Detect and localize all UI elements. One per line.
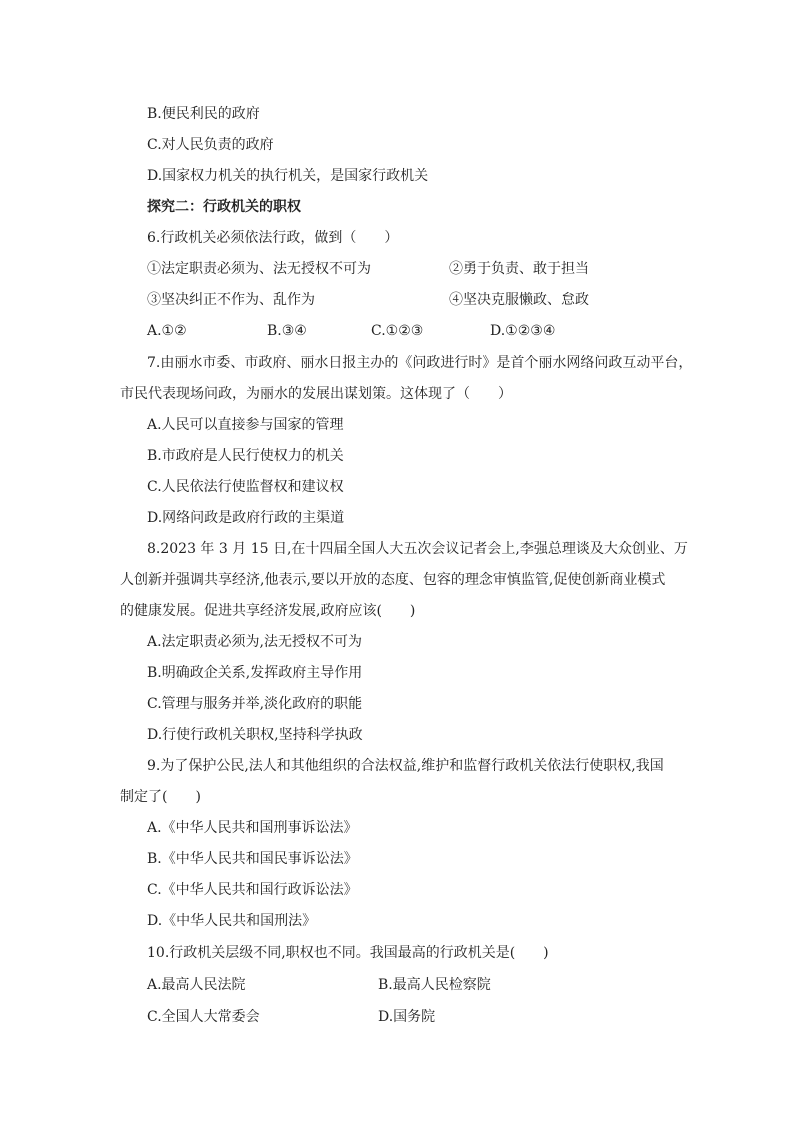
section-title: 探究二：行政机关的职权: [147, 199, 301, 215]
prev-option-b: B.便民利民的政府: [147, 106, 260, 122]
q8-stem-line-2: 人创新并强调共享经济,他表示,要以开放的态度、包容的理念审慎监管,促使创新商业模式: [120, 572, 666, 588]
q9-stem-line-2: 制定了( ): [120, 789, 201, 805]
q8-option-a: A.法定职责必须为,法无授权不可为: [147, 634, 363, 650]
q6-stem: 6.行政机关必须依法行政，做到（ ）: [147, 230, 399, 246]
q9-option-a: A.《中华人民共和国刑事诉讼法》: [147, 820, 358, 836]
q9-option-c: C.《中华人民共和国行政诉讼法》: [147, 882, 358, 898]
q6-item-3: ③坚决纠正不作为、乱作为: [147, 292, 315, 308]
q8-option-c: C.管理与服务并举,淡化政府的职能: [147, 696, 363, 712]
q6-option-a: A.①②: [147, 323, 187, 339]
q6-option-c: C.①②③: [371, 323, 424, 339]
q7-option-c: C.人民依法行使监督权和建议权: [147, 479, 344, 495]
q6-item-1: ①法定职责必须为、法无授权不可为: [147, 261, 371, 277]
q9-option-b: B.《中华人民共和国民事诉讼法》: [147, 851, 358, 867]
q6-option-b: B.③④: [267, 323, 307, 339]
prev-option-d: D.国家权力机关的执行机关，是国家行政机关: [147, 168, 429, 184]
q7-stem-line-2: 市民代表现场问政，为丽水的发展出谋划策。这体现了（ ）: [120, 386, 512, 402]
q9-option-d: D.《中华人民共和国刑法》: [147, 913, 317, 929]
q9-stem-line-1: 9.为了保护公民,法人和其他组织的合法权益,维护和监督行政机关依法行使职权,我国: [147, 758, 664, 774]
q7-option-a: A.人民可以直接参与国家的管理: [147, 417, 344, 433]
q6-option-d: D.①②③④: [490, 323, 556, 339]
q10-stem: 10.行政机关层级不同,职权也不同。我国最高的行政机关是( ): [147, 945, 549, 961]
q10-option-d: D.国务院: [378, 1009, 436, 1025]
q8-option-d: D.行使行政机关职权,坚持科学执政: [147, 727, 363, 743]
q8-stem-line-1: 8.2023 年 3 月 15 日,在十四届全国人大五次会议记者会上,李强总理谈及大众创业、万: [147, 541, 688, 557]
prev-option-c: C.对人民负责的政府: [147, 137, 274, 153]
q8-stem-line-3: 的健康发展。促进共享经济发展,政府应该( ): [120, 603, 416, 619]
q8-option-b: B.明确政企关系,发挥政府主导作用: [147, 665, 363, 681]
q6-item-4: ④坚决克服懒政、怠政: [449, 292, 589, 308]
q10-option-b: B.最高人民检察院: [378, 977, 491, 993]
q10-option-a: A.最高人民法院: [147, 977, 246, 993]
q7-option-d: D.网络问政是政府行政的主渠道: [147, 510, 345, 526]
q7-option-b: B.市政府是人民行使权力的机关: [147, 448, 344, 464]
q10-option-c: C.全国人大常委会: [147, 1009, 260, 1025]
q6-item-2: ②勇于负责、敢于担当: [449, 261, 589, 277]
q7-stem-line-1: 7.由丽水市委、市政府、丽水日报主办的《问政进行时》是首个丽水网络问政互动平台，: [147, 355, 693, 371]
